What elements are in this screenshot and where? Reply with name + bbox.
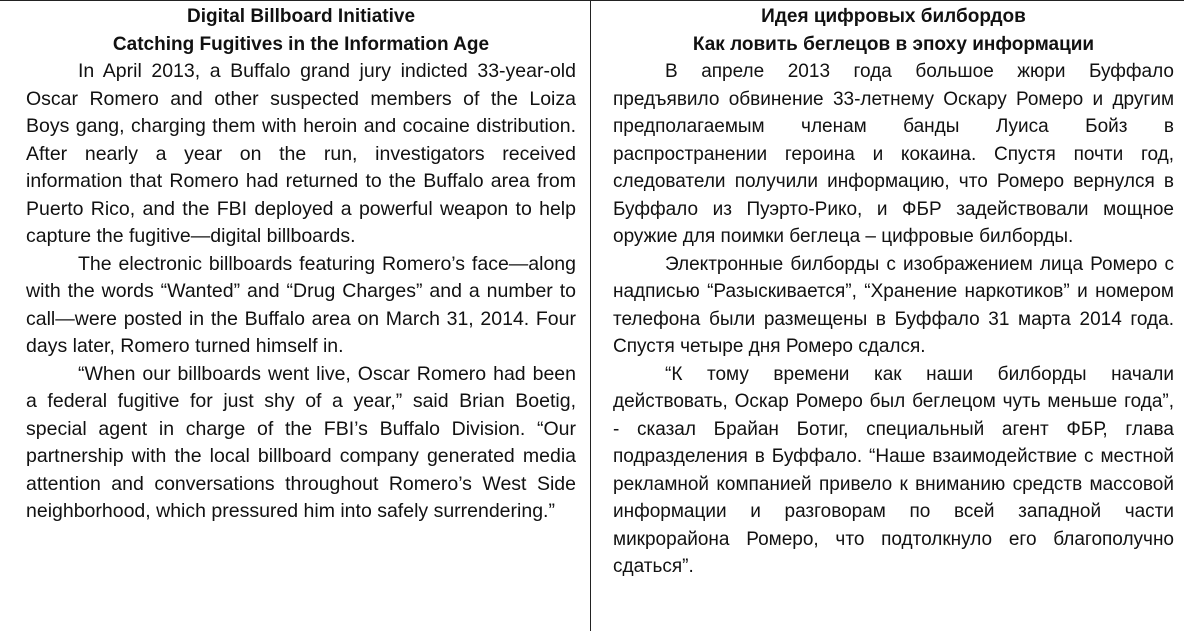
english-subtitle: Catching Fugitives in the Information Age bbox=[112, 33, 490, 55]
russian-column bbox=[591, 1, 1184, 631]
russian-subtitle: Как ловить беглецов в эпоху информации bbox=[692, 33, 1095, 55]
english-paragraph-3: “When our billboards went live, Oscar Romero had been a federal fugitive for just shy of a year,” said Brian Boetig, special agent in charge of the FBI’s Buffalo Division. “Our partnership with the local billboard company generated media attention and conversations throughout Romero’s West Side neighborhood, which pressured him into safely surrendering.” bbox=[26, 362, 576, 522]
russian-title: Идея цифровых билбордов bbox=[761, 6, 1026, 27]
english-column bbox=[0, 1, 591, 631]
english-paragraph-1: In April 2013, a Buffalo grand jury indicted 33-year-old Oscar Romero and other suspected members of the Loiza Boys gang, charging them with heroin and cocaine distribution. After nearly a year on the run, investigators received information that Romero had returned to the Buffalo area from Puerto Rico, and the FBI deployed a powerful weapon to help capture the fugitive—digital billboards. bbox=[26, 60, 576, 247]
russian-paragraph-3: “К тому времени как наши билборды начали действовать, Оскар Ромеро был беглецом чуть меньше года”, - сказал Брайан Ботиг, специальный агент ФБР, глава подразделения в Буффало. “Наше взаимодействие с местной рекламной компанией привело к вниманию средств массовой информации и разговорам по всей западной части микрорайона Ромеро, что подтолкнуло его благополучно сдаться”. bbox=[613, 363, 1174, 577]
russian-paragraph-2: Электронные билборды с изображением лица Ромеро с надписью “Разыскивается”, “Хранение наркотиков” и номером телефона были размещены в Буффало 31 марта 2014 года. Спустя четыре дня Ромеро сдался. bbox=[613, 253, 1174, 357]
russian-paragraph-1: В апреле 2013 года большое жюри Буффало предъявило обвинение 33-летнему Оскару Ромеро и другим предполагаемым членам банды Луиса Бойз в распространении героина и кокаина. Спустя почти год, следователи получили информацию, что Ромеро вернулся в Буффало из Пуэрто-Рико, и ФБР задействовали мощное оружие для поимки беглеца – цифровые билборды. bbox=[613, 61, 1174, 247]
english-title: Digital Billboard Initiative bbox=[186, 6, 416, 27]
english-paragraph-2: The electronic billboards featuring Romero’s face—along with the words “Wanted” and “Drug Charges” and a number to call—were posted in the Buffalo area on March 31, 2014. Four days later, Romero turned himself in. bbox=[26, 252, 576, 357]
